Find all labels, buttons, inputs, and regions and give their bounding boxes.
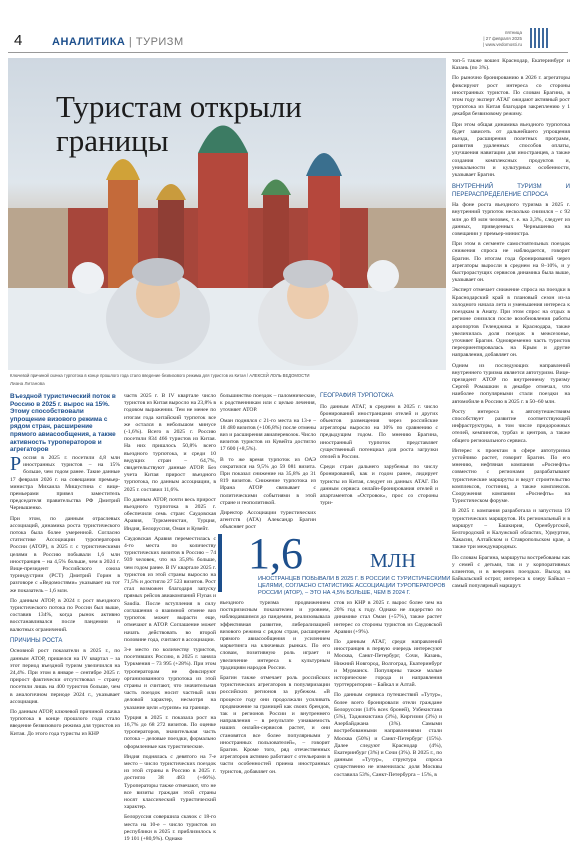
section-heading-growth: ПРИЧИНЫ РОСТА (10, 637, 63, 644)
callout-number: 1,6 (248, 529, 303, 578)
col7-paragraph-3: При этом общая динамика въездного турпотока будет зависеть от дальнейшего упрощения въезда, расширения полетных программ, развития удаленных способов оплаты, улучшения навигации для иностранцев, а также создания комплексных продуктов и, уникальности и культурных особенности, указывает Брагин. (452, 121, 570, 179)
col7-paragraph-11: По словам Брагина, маршруты востребованы как у семей с детьми, так и у корпоративных клиентов, и в вечерних поездках. Выход на Байкальский острог, интереса к озеру Байкал – самый популярный маршрут. (452, 554, 570, 590)
col1-paragraph-2: При этом, по данным отраслевых ассоциаций, динамика роста туристического потока была более умеренной. Согласно статистике Ассоциации туроператоров России (АТОР), в 2025 г. с туристическими целями в Россию побывали 1,6 млн иностранцев – на 4,5% больше, чем в 2024 г. Вице-президент Российского союза туриндустрии (РСТ) Дмитрий Горин в разговоре с «Ведомостями» указывает на тот же показатель – 1,6 млн. (10, 515, 120, 594)
article-lead: Въездной туристический поток в Россию в 2025 г. вырос на 15%. Этому способствовали упрощение визового режима с рядом стран, расширение прямого авиасообщения, а также активность туроператоров и агрегаторов (10, 393, 116, 454)
col1-paragraph-4: Основной рост показатели в 2025 г., по данным АТОР, пришелся на IV квартал – за этот период въездной туризм увеличился на 24,4%. При этом в январе – сентябре 2025 г. прирост фактически отсутствовал – страну посетили лишь на 400 туристов больше, чем в аналогичном периоде 2024 г., указывает ассоциация. (10, 648, 120, 705)
issue-day: пятница (504, 30, 522, 35)
col6-paragraph-1: стов из КНР в 2025 г. вырос более чем на 20% год к году. Однако не лидерство по динамике стал Оман (+57%), также растет интерес со стороны туристов из Саудовской Аравии (+9%). (334, 600, 442, 635)
col2-paragraph-1: частв 2025 г. В IV квартале число туристов из Китая выросло на 23,8% в годовом выражении. Тем не менее по итогам года китайский турпоток все же остался в небольшом минусе (-1,6%). Всего в 2025 г. Россию посетили 834 466 туристов из Китая. На них пришлось 50,8% всего въездного турпотока, и среди 10 ведущих стран – 64,7%, свидетельствуют данные АТОР. Без учета Китая прирост въездного турпотока, по данным ассоциации, в 2025 г. составил 11,6%. (124, 393, 216, 493)
article-title (56, 90, 302, 158)
column-6 (334, 600, 442, 833)
issue-site: | www.vedomosti.ru (483, 42, 522, 47)
issue-meta (472, 30, 522, 48)
rubric-sub: ТУРИЗМ (135, 36, 184, 48)
col1-paragraph-3: По данным АТОР, в 2024 г. рост въездного туристического потока по России был выше, составив 134%, когда рынок активно восстанавливался после пандемии и валютных ограничений. (10, 597, 120, 633)
col3-paragraph-3: В то же время турпоток из ОАЭ сократился на 9,5% до 59 081 визита. При показал снижение на 35,8% до 31 819 визитов. Снижение турпотока из Ирана АТОР связывает с политическими событиями в этой стране и геополитикой. (220, 456, 316, 506)
column-1 (10, 455, 120, 830)
col1-paragraph-5: По данным АТОР, ключевой причиной скачка турпотока в конце прошлого года стало введение безвизового режима для туристов из Китая. До этого года туристы из КНР (10, 709, 120, 737)
section-heading-geography: ГЕОГРАФИЯ ТУРПОТОКА (320, 393, 394, 399)
col7-paragraph-7: Одним из последующих направлений внутреннего туризма является автотуризм. Вице-президент АТОР по внутреннему туризму Сергей Ромашкин в декабре отмечал, что наиболее популярными стали поездки на автомобиле в Россию в 2025 г. в 50–60 млн. (452, 362, 570, 405)
section-heading-domestic: ВНУТРЕННИЙ ТУРИЗМ И ПЕРЕРАСПРЕДЕЛЕНИЕ СПРОСА (452, 184, 570, 198)
col4-paragraph-1: По данным АТАГ, в среднем в 2025 г. число бронирований иностранцами отелей и других объектов размещения через российские агрегаторы выросло на 10% по сравнению с предыдущим годом. По мнению Брагина, иностранный турпоток представляет существенный потенциал для роста загрузки отелей в России. (320, 403, 438, 460)
issue-date: | 27 февраля 2025 (483, 36, 522, 41)
callout-unit: МЛН (370, 550, 416, 572)
photo-caption: Ключевой причиной скачка турпотока в конце прошлого года стало введение безвизового режима для туристов из Китая / АЛЕКСЕЙ ЛОЛЬ ВЕДОМОСТИ (10, 373, 310, 378)
col2-paragraph-3: Саудовская Аравия переместилась с 4-го места по количеству туристических визитов в Россию – 74 939 человек, что на 35,8% больше, чем годом ранее. В IV квартале 2025 г. туристов из этой страны выросло на 71,5% и достигло 27 523 визитов. Рост стал возможен благодаря запуску прямых рейсов авиакомпаний Flynas и Saudia. После вступления в силу соглашения о взаимной отмене виз турпоток может вырасти еще, отмечают в АТОР. Соглашение может начать действовать во второй половине года, считают в ассоциации. (124, 535, 216, 643)
col7-paragraph-4: На фоне роста въездного туризма в 2025 г. внутренний турпоток несколько снизился – с 92 млн до 89 млн человек, т. е. на 3,3%, следует из данных, приведенных Чернышенко на совещании у премьер-министра. (452, 202, 570, 238)
col2-paragraph-2: По данным АТОР, почти весь прирост въездного турпотока в 2025 г. обеспечили семь стран: Саудовская Аравия, Туркменистан, Турция, Индия, Белоруссия, Оман и Кувейт. (124, 496, 216, 532)
col7-paragraph-8: Росту интереса к автопутешествиям способствует развитие соответствующей инфраструктуры, в том числе придорожных отелей, кемпингов, турбаз и центров, а также общего регионального сервиса. (452, 408, 570, 444)
col5-paragraph-2: Брагин также отмечает роль российских туристических агрегаторов в популяризации российских регионов за рубежом. «В процессе году они продолжали усиливать продвижение за границей как своих брендов, так и регионов России и внутреннего направления – в результате узнаваемость наших онлайн-сервисов растет, и они становятся все более популярными у иностранных пользователей», – говорит Брагин. Кроме того, ряд отечественных агрегаторов активно работают с отельерами в части особенностей приема иностранных туристов, добавляет он. (220, 675, 330, 775)
page-number: 4 (14, 32, 23, 49)
callout-text: ИНОСТРАНЦЕВ ПОБЫВАЛИ В 2025 Г. В РОССИИ С ТУРИСТИЧЕСКИМИ ЦЕЛЯМИ, СОГЛАСНО СТАТИСТИКЕ АССОЦИАЦИИ ТУРОПЕРАТОРОВ РОССИИ (АТОР), – ЭТО НА 4,5% БОЛЬШЕ, ЧЕМ В 2024 Г. (258, 576, 451, 596)
title-line-1: Туристам открыли (56, 89, 302, 124)
col7-paragraph-2: По рыночно бронированию в 2026 г. агрегаторы фиксируют рост интереса со стороны иностранных туристов. По словам Брагина, в этом году эксперт АТАГ ожидают активный рост турпотока из Китая благодаря закреплению у 1 декабря безвизовому режиму. (452, 75, 570, 118)
header-divider (8, 52, 568, 53)
col7-paragraph-6: Эксперт отмечает снижение спроса на поездки в Краснодарский край в плановый сезон из-за холодного начала лета и уменьшения интереса к поездкам в Анапу. При этом спрос на отдых в регионе снизился после возобновления работы аэропортов Геленджика и Краснодара, также увеличилась доля поездок в межсезонье, уточняет Брагин. Одновременно часть туристов переориентировалась на Крым и другие направления, добавляет он. (452, 287, 570, 359)
col6-paragraph-2: По данным АТАГ, среди направлений иностранцев в первую очередь интересуют Москва, Санкт-Петербург, Сочи, Казань, Нижний Новгород, Волгоград, Екатеринбург и Мурманск. Популярны также малые исторические города и направления турттерритории – Байкал и Алтай. (334, 639, 442, 689)
author-byline: Лиана Литанова (10, 381, 45, 386)
col6-paragraph-3: По данным сервиса путешествий «Тутур», более всего бронировали отели граждане Белоруссии (14% всех броней), Узбекистана (5%), Таджикистана (3%), Киргизии (3%) и Азербайджана (3%). Самыми востребованными направлениями стали Москва (50%) и Санкт-Петербург (15%). Далее следуют Краснодар (4%), Екатеринбург (3%) и Сочи (3%). В 2025 г., по данным «Тутур», структура спроса существенно не изменилась: доля Москвы составила 53%, Санкт-Петербурга – 15%, в (334, 692, 442, 778)
col3-paragraph-4: Директор Ассоциации туристических агентств (АТА) Александр Брагин объясняет рост (220, 510, 316, 531)
col2-paragraph-7: Белоруссия совершила скачок с 18-го места на 10-е – число туристов из республики в 2025 г. приблизилось к 19 101 (+80,9%). Однако (124, 814, 216, 842)
col3-paragraph-1: большинство поездок – паломнические, к родственникам или с целью лечения, уточняет АТОР. (220, 393, 316, 414)
col3-paragraph-2: Оман поднялся с 21-го места на 13-е – 18 480 визитов (+106,8%) после отмены виз и расширения авиаперевозок. Число визитов туристов из Кувейта достигло 17 600 (+8,5%). (220, 417, 316, 453)
col7-paragraph-9: Интерес к проектам в сфере автотуризма устойчиво растет, говорит Брагин. По его мнению, нефтяная компания «Роснефть» совместно с регионами разрабатывают туристические маршруты и ведут строительство комплексов, гостиниц, а также комплексов. Сооружения компании «Роснефть» на Туристическом форуме. (452, 447, 570, 505)
dropcap: Р (10, 453, 22, 475)
col1-paragraph-1: Россия в 2025 г. посетили 4,8 млн иностранных туристов – на 15% больше, чем годом ранее. Такие данные 17 февраля 2026 г. на совещании премьер-министра Михаила Мишустина с вице-премьерами привел заместитель председателя правительства РФ Дмитрий Чернышенко. (10, 453, 120, 512)
column-2 (124, 393, 216, 842)
col7-paragraph-5: При этом в сегменте самостоятельных поездок снижения спроса не наблюдается, говорит Брагин. По итогам года бронирований через агрегаторы выросли в среднем на 8–10%, и у быстрорастущих сервисов динамика была выше, указывает он. (452, 241, 570, 284)
col2-paragraph-4: 3-е место по количеству туристов, посетивших Россию, в 2025 г. заняла Туркмения – 73 995 (+28%). При этом туроператорам не фиксируют организованного турпотока из этой страны и считают, что значительная часть поездок носит частный или деловой характер, несмотря на указание цели «туризм» на границе. (124, 646, 216, 711)
col5-paragraph-1: въездного туризма продвижением посткризисным показателем и уровнем, наблюдавшимся до пандемии, реализовывала эффективная развитие, либерализацией визового режима с рядом стран, расширение прямого авиасообщения и усилением маркетинга на ключевых рынках. По его словам, позитивную роль играет и увеличение интереса к культурным традициям народов России. (220, 600, 330, 671)
col2-paragraph-6: Индия поднялась с девятого на 7-е место – число туристических поездок из этой страны в Россию в 2025 г. достигло 38 483 (+66%). Туроператоры также отмечают, что не все визиты граждан этой страны носят классический туристический характер. (124, 753, 216, 811)
rubric-main: АНАЛИТИКА (52, 36, 126, 48)
col7-paragraph-1: топ-5 также вошел Краснодар, Екатеринбург и Казань (по 3%). (452, 58, 570, 72)
col4-paragraph-2: Среди стран дальнего зарубежья по числу бронирований, как и годом ранее, лидирует туристы из Китая, следует из данных АТАГ. По данным сервиса онлайн-бронирования отелей и апартаментов «Островок», прос со стороны тури- (320, 464, 438, 507)
column-3 (220, 393, 316, 531)
qr-code-icon (530, 28, 550, 48)
col2-paragraph-5: Турция в 2025 г. показала рост на 16,7% до 68 272 визитов. По оценке туроператоров, значительная часть потока – деловые поездки, формально оформленные как туристические. (124, 714, 216, 750)
col7-paragraph-10: В 2025 г. компания разработала и запустила 19 туристических маршрутов. Их региональный и в маршрут – Башкирия, Оренбургской, Белгородской и Калужской областях, Удмуртии, Хакасии, Алтайском и Ставропольском крае, а также три международных. (452, 508, 570, 551)
title-line-2: границы (56, 123, 169, 158)
callout-bar (218, 534, 222, 592)
column-7 (452, 58, 570, 833)
column-5 (220, 600, 330, 833)
rubric-separator: | (125, 36, 136, 48)
column-4 (320, 393, 438, 528)
stat-callout (218, 529, 458, 596)
section-rubric (52, 36, 184, 48)
